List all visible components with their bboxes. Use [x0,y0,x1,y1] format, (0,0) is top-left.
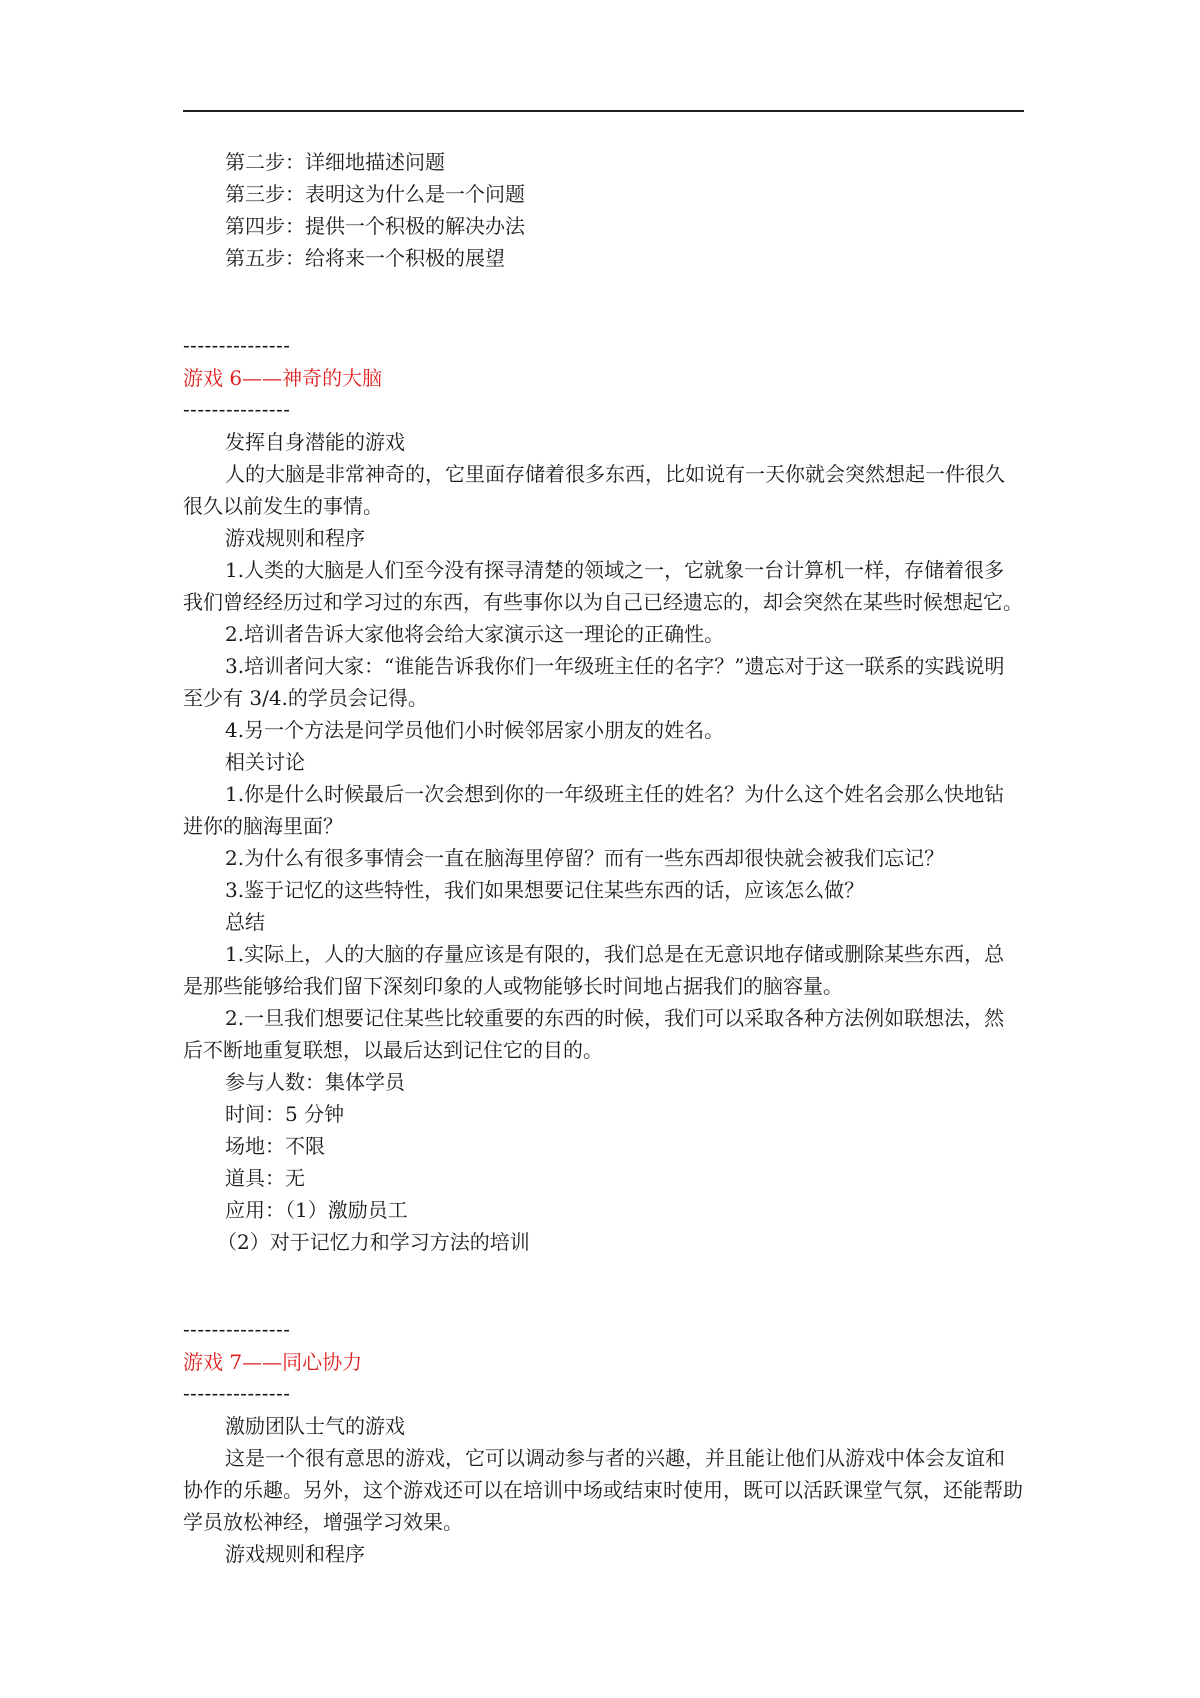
game6-rule-1: 1.人类的大脑是人们至今没有探寻清楚的领域之一，它就象一台计算机一样，存储着很多我们曾经经历过和学习过的东西，有些事你以为自己已经遗忘的，却会突然在某些时候想起它。 [183,558,1023,614]
game6-discussion-3: 3.鉴于记忆的这些特性，我们如果想要记住某些东西的话，应该怎么做？ [225,878,865,902]
game7-rules-heading: 游戏规则和程序 [225,1542,365,1566]
game6-title: 游戏 6——神奇的大脑 [183,366,383,390]
game6-summary-heading: 总结 [225,910,265,934]
game6-subtitle: 发挥自身潜能的游戏 [225,430,405,454]
separator-line: --------------- [183,399,291,421]
step-3: 第三步：表明这为什么是一个问题 [225,182,525,206]
game6-props: 道具：无 [225,1166,305,1190]
game7-intro: 这是一个很有意思的游戏，它可以调动参与者的兴趣，并且能让他们从游戏中体会友谊和协作的乐趣。另外，这个游戏还可以在培训中场或结束时使用，既可以活跃课堂气氛，还能帮助学员放松神经，增强学习效果。 [183,1446,1023,1534]
game6-rule-2: 2.培训者告诉大家他将会给大家演示这一理论的正确性。 [225,622,725,646]
step-4: 第四步：提供一个积极的解决办法 [225,214,525,238]
game6-discussion-1: 1.你是什么时候最后一次会想到你的一年级班主任的姓名？为什么这个姓名会那么快地钻进你的脑海里面？ [183,782,1005,838]
game6-time: 时间：5 分钟 [225,1102,345,1126]
game6-intro: 人的大脑是非常神奇的，它里面存储着很多东西，比如说有一天你就会突然想起一件很久很久以前发生的事情。 [183,462,1005,518]
document-body [183,146,1024,1570]
game6-discussion-2: 2.为什么有很多事情会一直在脑海里停留？而有一些东西却很快就会被我们忘记？ [225,846,945,870]
separator-line: --------------- [183,1383,291,1405]
game6-application-2: （2）对于记忆力和学习方法的培训 [217,1230,530,1254]
step-5: 第五步：给将来一个积极的展望 [225,246,505,270]
game6-application-1: 应用：（1）激励员工 [225,1198,408,1222]
game6-discussion-heading: 相关讨论 [225,750,305,774]
game7-title: 游戏 7——同心协力 [183,1350,363,1374]
step-2: 第二步：详细地描述问题 [225,150,445,174]
separator-line: --------------- [183,335,291,357]
game6-participants: 参与人数：集体学员 [225,1070,405,1094]
game6-rule-4: 4.另一个方法是问学员他们小时候邻居家小朋友的姓名。 [225,718,725,742]
game6-summary-1: 1.实际上，人的大脑的存量应该是有限的，我们总是在无意识地存储或删除某些东西，总是那些能够给我们留下深刻印象的人或物能够长时间地占据我们的脑容量。 [183,942,1005,998]
header-rule [183,110,1024,112]
game6-venue: 场地：不限 [225,1134,325,1158]
separator-line: --------------- [183,1319,291,1341]
game6-rules-heading: 游戏规则和程序 [225,526,365,550]
game7-subtitle: 激励团队士气的游戏 [225,1414,405,1438]
game6-summary-2: 2.一旦我们想要记住某些比较重要的东西的时候，我们可以采取各种方法例如联想法，然后不断地重复联想，以最后达到记住它的目的。 [183,1006,1005,1062]
game6-rule-3: 3.培训者问大家：“谁能告诉我你们一年级班主任的名字？”遗忘对于这一联系的实践说明至少有 3/4.的学员会记得。 [183,654,1005,710]
